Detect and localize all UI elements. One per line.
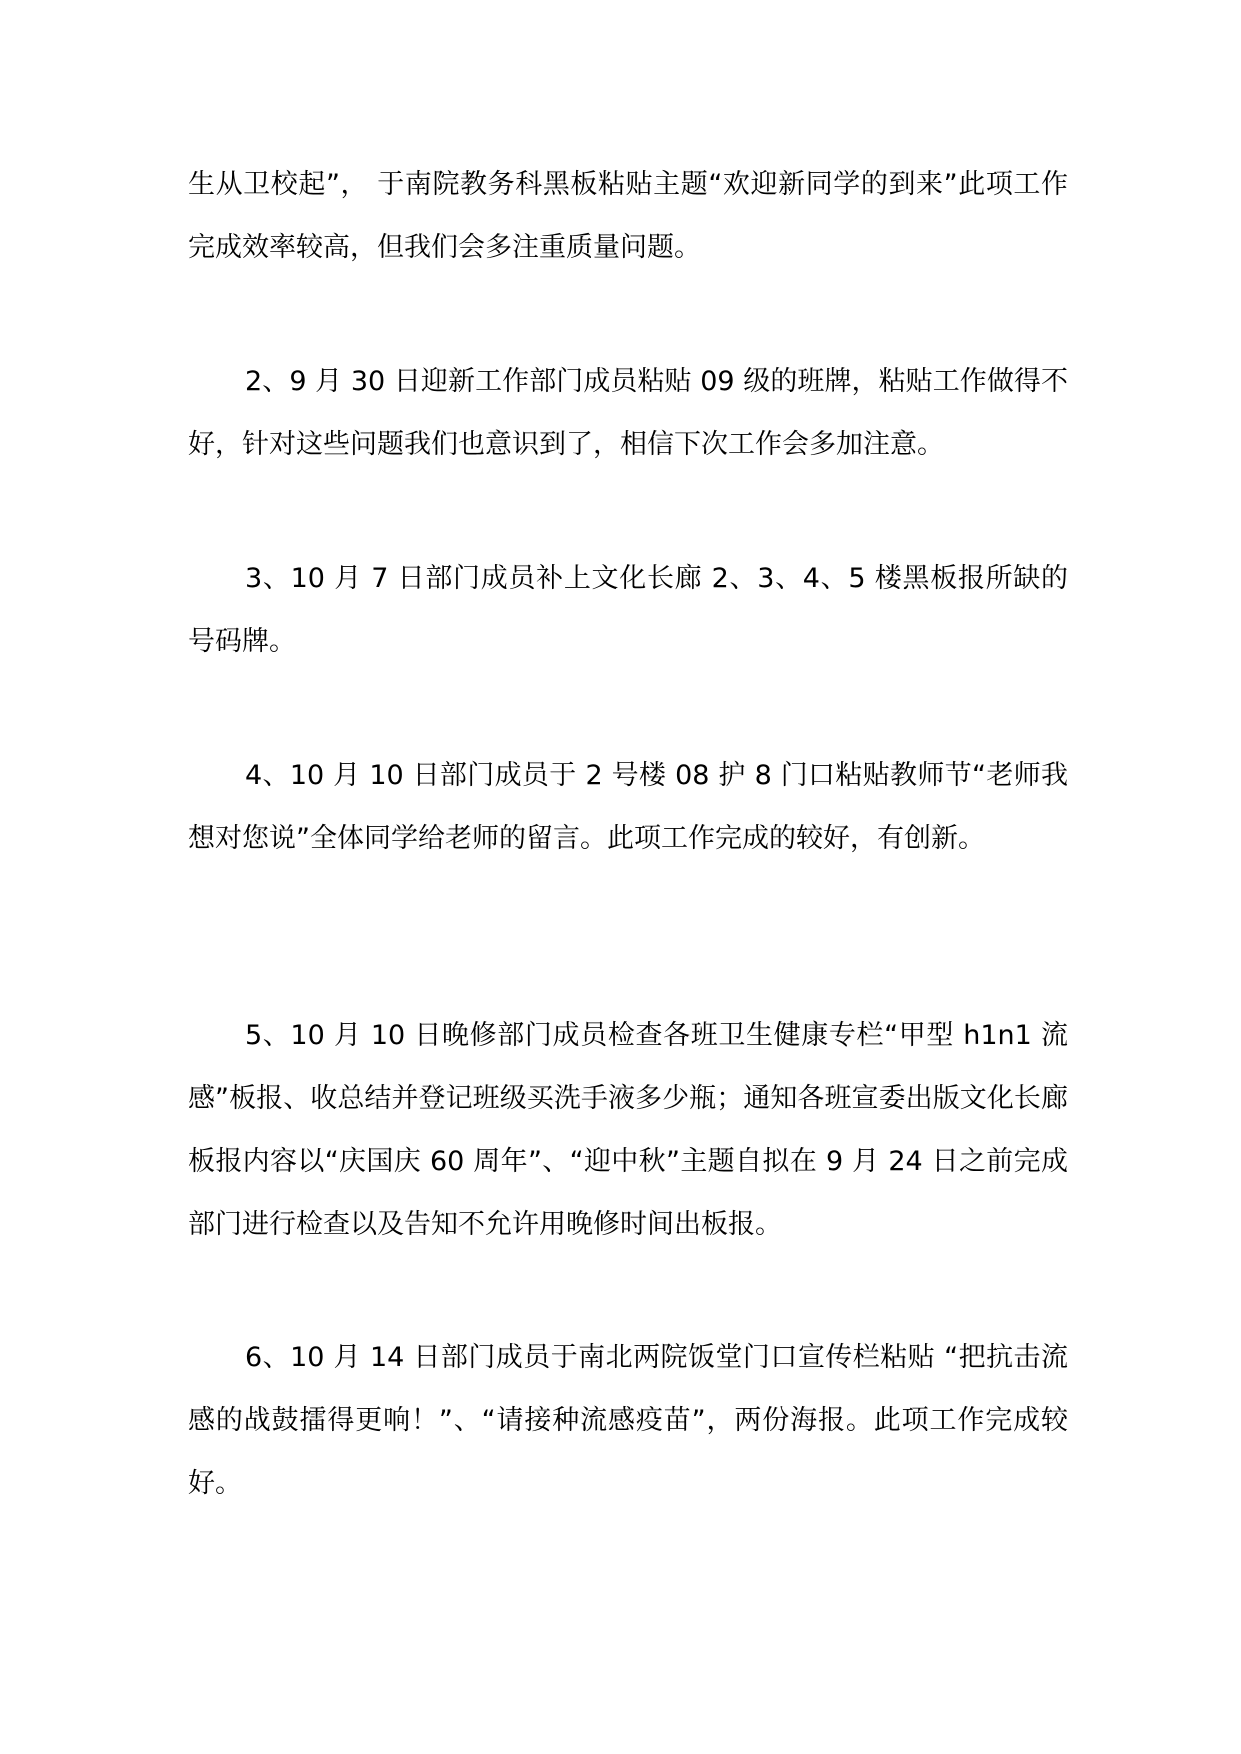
paragraph-item-4: 4、10 月 10 日部门成员于 2 号楼 08 护 8 门口粘贴教师节“老师我想对您说”全体同学给老师的留言。此项工作完成的较好，有创新。 bbox=[188, 760, 1068, 854]
paragraph-item-3: 3、10 月 7 日部门成员补上文化长廊 2、3、4、5 楼黑板报所缺的号码牌。 bbox=[188, 563, 1068, 657]
paragraph-continuation: 生从卫校起”， 于南院教务科黑板粘贴主题“欢迎新同学的到来”此项工作完成效率较高，但我们会多注重质量问题。 bbox=[188, 169, 1068, 263]
paragraph-item-6: 6、10 月 14 日部门成员于南北两院饭堂门口宣传栏粘贴 “把抗击流感的战鼓擂得更响！”、“请接种流感疫苗”，两份海报。此项工作完成较好。 bbox=[188, 1342, 1068, 1499]
paragraph-item-2: 2、9 月 30 日迎新工作部门成员粘贴 09 级的班牌，粘贴工作做得不好，针对这些问题我们也意识到了，相信下次工作会多加注意。 bbox=[188, 366, 1068, 460]
paragraph-item-5: 5、10 月 10 日晚修部门成员检查各班卫生健康专栏“甲型 h1n1 流感”板报、收总结并登记班级买洗手液多少瓶；通知各班宣委出版文化长廊板报内容以“庆国庆 60 周年”、“迎中秋”主题自拟在 9 月 24 日之前完成部门进行检查以及告知不允许用晚修时间出板报。 bbox=[188, 1020, 1068, 1240]
